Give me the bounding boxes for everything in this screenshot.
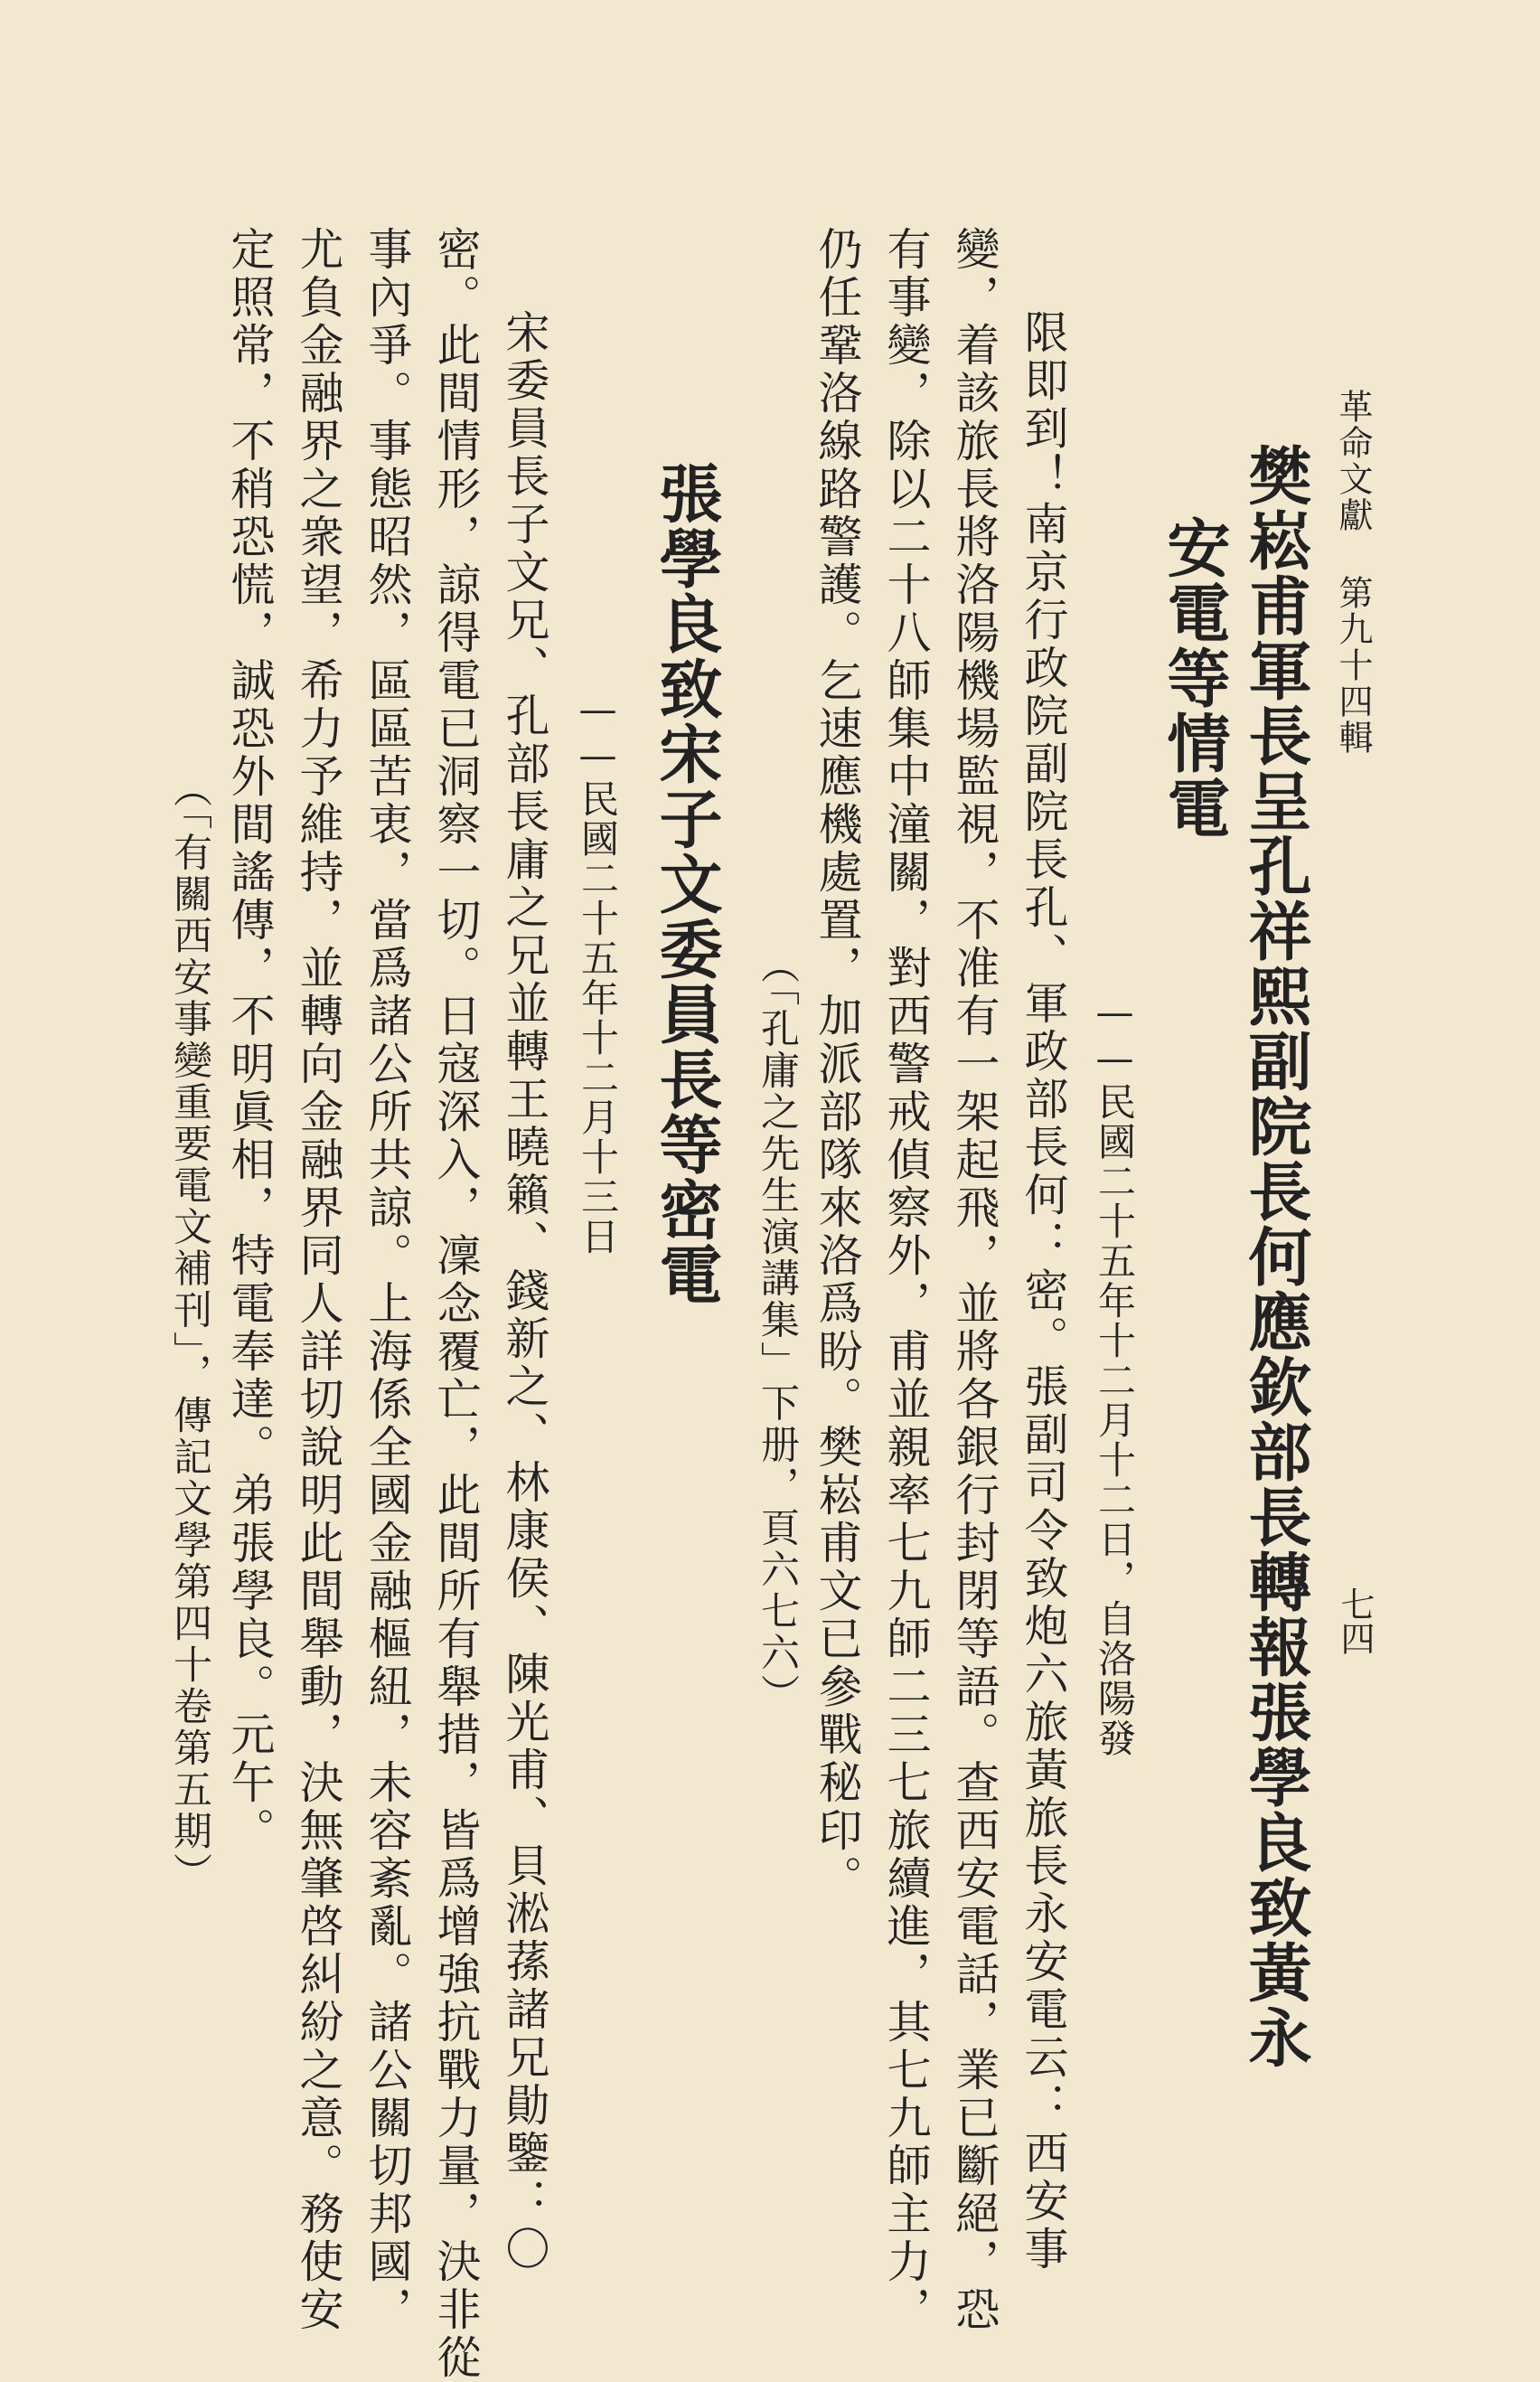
- doc1-source: （「孔庸之先生演講集」下册，頁六七六）: [755, 945, 800, 1716]
- doc1-title-line1: 樊崧甫軍長呈孔祥熙副院長何應欽部長轉報張學良致黃永: [1238, 443, 1313, 2070]
- doc2-body-col3: 事內爭。事態昭然，區區苦衷，當爲諸公所共諒。上海係全國金融樞紐，未容紊亂。諸公關切邦國，: [362, 226, 413, 2334]
- doc1-body-col4: 仍任鞏洛線路警護。乞速應機處置，加派部隊來洛爲盼。樊崧甫文已參戰秘印。: [812, 226, 863, 1903]
- doc2-source: （「有關西安事變重要電文補刊」，傳記文學第四十卷第五期）: [167, 768, 212, 1894]
- doc2-body-col5: 定照常，不稍恐慌，誠恐外間謠傳，不明眞相，特電奉達。弟張學良。元午。: [224, 226, 276, 1855]
- doc2-body-col1: 宋委員長子文兄、孔部長庸之兄並轉王曉籟、錢新之、林康侯、陳光甫、貝淞蓀諸兄勛鑒：〇: [499, 309, 550, 2274]
- doc1-body-col1: 限即到！南京行政院副院長孔、軍政部長何：密。張副司令致炮六旅黃旅長永安電云：西安事: [1018, 309, 1069, 2274]
- doc1-date: ——民國二十五年十二月十二日，自洛陽發: [1093, 990, 1137, 1758]
- doc2-title: 張學良致宋子文委員長等密電: [649, 461, 724, 1307]
- doc2-body-col4: 尤負金融界之衆望，希力予維持，並轉向金融界同人詳切說明此間舉動，決無肇啓糾紛之意。務使安: [293, 226, 344, 2334]
- doc2-date: ——民國二十五年十二月十三日: [576, 687, 620, 1257]
- page-number: 七四: [1335, 1586, 1375, 1655]
- doc2-body-col2: 密。此間情形，諒得電已洞察一切。日寇深入，凜念覆亡，此間所有舉措，皆爲增強抗戰力量，決非從: [430, 226, 482, 2382]
- doc1-body-col3: 有事變，除以二十八師集中潼關，對西警戒偵察外，甫並親率七九師二三七旅續進，其七九師主力，: [880, 226, 932, 2334]
- doc1-title-line2: 安電等情電: [1157, 515, 1232, 841]
- running-title: 革命文獻 第九十四輯: [1333, 389, 1373, 756]
- doc1-body-col2: 變，着該旅長將洛陽機場監視，不准有一架起飛，並將各銀行封閉等語。查西安電話，業已斷絕，恐: [949, 226, 1000, 2334]
